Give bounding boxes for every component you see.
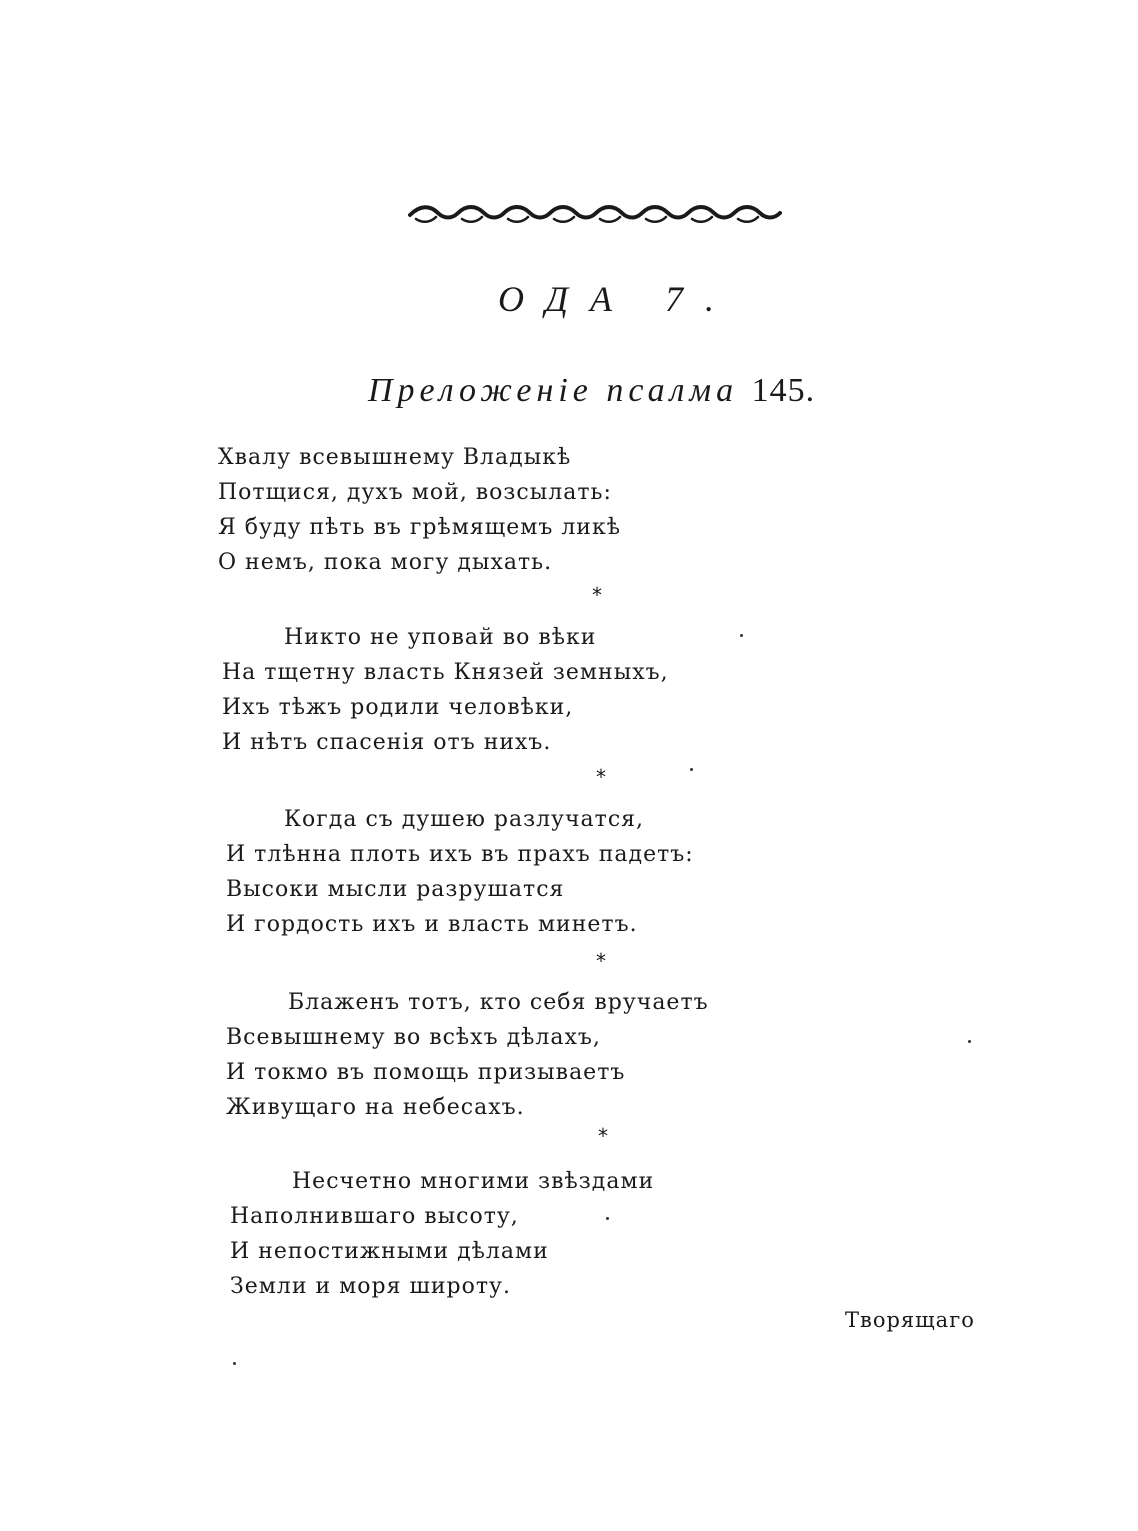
verse-line: Несчетно многими звѣздами [292, 1169, 655, 1194]
verse-line: Живущаго на небесахъ. [226, 1095, 525, 1120]
scan-speck [968, 1040, 971, 1043]
verse-line: Всевышнему во всѣхъ дѣлахъ, [226, 1025, 601, 1050]
verse-line: О немъ, пока могу дыхать. [218, 550, 553, 575]
verse-line: Никто не уповай во вѣки [284, 625, 597, 650]
stanza-3 [226, 802, 694, 942]
stanza-2 [222, 620, 669, 760]
scan-speck [233, 1362, 236, 1365]
scan-speck [740, 634, 743, 637]
stanza-5 [230, 1164, 654, 1304]
verse-line: Хвалу всевышнему Владыкѣ [218, 445, 572, 470]
stanza-separator: * [598, 1124, 608, 1148]
stanza-4 [226, 985, 709, 1125]
wave-ornament-icon [408, 203, 782, 225]
verse-line: Наполнившаго высоту, [230, 1204, 519, 1229]
verse-line: Потщися, духъ мой, возсылать: [218, 480, 612, 505]
verse-line: И тлѣнна плоть ихъ въ прахъ падетъ: [226, 842, 694, 867]
verse-line: И токмо въ помощь призываетъ [226, 1060, 626, 1085]
stanza-separator: * [596, 765, 606, 789]
verse-line: Когда съ душею разлучатся, [284, 807, 645, 832]
catchword: Творящаго [845, 1308, 975, 1332]
scan-speck [690, 768, 693, 771]
verse-line: Я буду пѣть въ грѣмящемъ ликѣ [218, 515, 621, 540]
verse-line: Блаженъ тотъ, кто себя вручаетъ [288, 990, 709, 1015]
verse-line: И нѣтъ спасенiя отъ нихъ. [222, 730, 552, 755]
verse-line: Земли и моря широту. [230, 1274, 511, 1299]
subtitle-text: Преложенiе псалма [368, 372, 739, 409]
verse-line: И непостижными дѣлами [230, 1239, 549, 1264]
verse-line: На тщетну власть Князей земныхъ, [222, 660, 669, 685]
stanza-separator: * [596, 949, 606, 973]
verse-line: И гордость ихъ и власть минетъ. [226, 912, 638, 937]
stanza-separator: * [592, 583, 602, 607]
verse-line: Высоки мысли разрушатся [226, 877, 565, 902]
ode-title: ОДА 7. [498, 279, 736, 319]
subtitle [368, 372, 815, 410]
verse-line: Ихъ тѣжъ родили человѣки, [222, 695, 574, 720]
psalm-number: 145. [751, 372, 816, 409]
stanza-1 [218, 440, 621, 580]
scan-speck [606, 1217, 609, 1220]
